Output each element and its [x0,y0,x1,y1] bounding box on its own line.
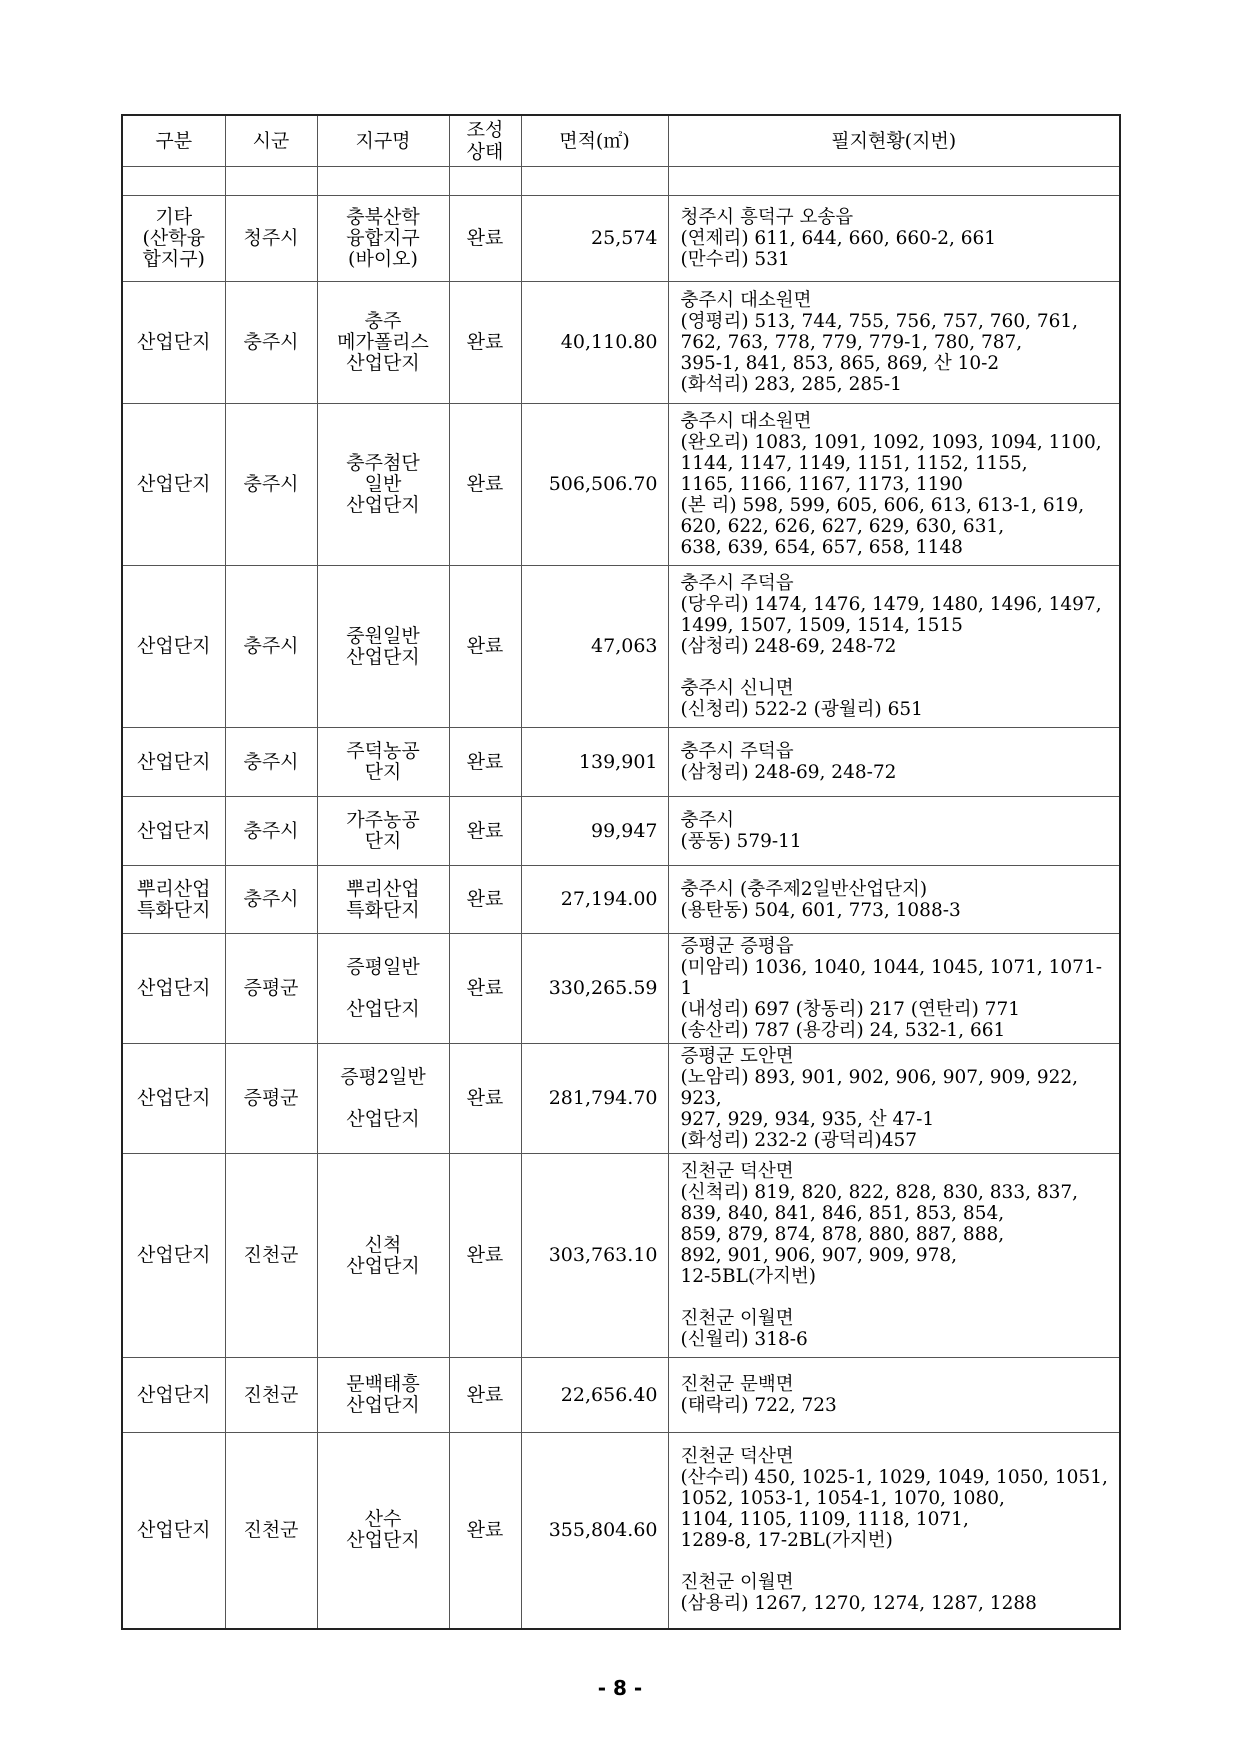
area-cell: 281,794.70 [521,1044,668,1154]
parcels-text: 충주시 대소원면 (영평리) 513, 744, 755, 756, 757, 760, 761, 762, 763, 778, 779, 779-1, 780, 787, 395-1, 841, 853, 865, 869, 산 10-2 (화석리) 283, 285, 285-1 [680,290,1079,395]
district-cell: 중원일반 산업단지 [317,566,449,728]
header-district: 지구명 [317,115,449,167]
category-cell: 산업단지 [122,797,225,866]
parcels-cell [668,1044,1120,1154]
table-row [122,1154,1120,1358]
city-cell: 충주시 [225,404,317,566]
parcels-text: 충주시 대소원면 (완오리) 1083, 1091, 1092, 1093, 1094, 1100, 1144, 1147, 1149, 1151, 1152, 1155, 1165, 1166, 1167, 1173, 1190 (본 리) 598, 599, 605, 606, 613, 613-1, 619, 620, 622, 626, 627, 629, 630, 631, 638, 639, 654, 657, 658, 1148 [680,411,1102,558]
table-row [122,1044,1120,1154]
parcels-text: 청주시 흥덕구 오송읍 (연제리) 611, 644, 660, 660-2, 661 (만수리) 531 [680,207,997,270]
status-cell: 완료 [449,797,521,866]
header-area: 면적(㎡) [521,115,668,167]
district-cell: 가주농공 단지 [317,797,449,866]
table-row [122,1358,1120,1433]
area-cell: 355,804.60 [521,1433,668,1629]
empty-row [122,167,1120,196]
parcels-cell [668,1154,1120,1358]
parcels-cell [668,196,1120,282]
area-cell: 40,110.80 [521,282,668,404]
parcels-text: 진천군 문백면 (태락리) 722, 723 [680,1374,837,1416]
table-row [122,566,1120,728]
category-cell: 산업단지 [122,1358,225,1433]
district-cell: 충북산학 융합지구 (바이오) [317,196,449,282]
parcels-text: 진천군 덕산면 (신척리) 819, 820, 822, 828, 830, 833, 837, 839, 840, 841, 846, 851, 853, 854, 859, 879, 874, 878, 880, 887, 888, 892, 901, 906, 907, 909, 978, 12-5BL(가지번) 진천군 이월면 (신월리) 318-6 [680,1161,1079,1350]
status-cell: 완료 [449,1044,521,1154]
empty-cell [225,167,317,196]
category-cell: 산업단지 [122,1433,225,1629]
parcels-text: 증평군 증평읍 (미암리) 1036, 1040, 1044, 1045, 1071, 1071-1 (내성리) 697 (창동리) 217 (연탄리) 771 (송산리) 787 (용강리) 24, 532-1, 661 [680,936,1102,1041]
parcels-text: 충주시 주덕읍 (당우리) 1474, 1476, 1479, 1480, 1496, 1497, 1499, 1507, 1509, 1514, 1515 (삼청리) 248-69, 248-72 충주시 신니면 (신청리) 522-2 (광월리) 651 [680,573,1102,720]
category-cell: 산업단지 [122,1154,225,1358]
parcels-cell [668,282,1120,404]
parcels-cell [668,1358,1120,1433]
header-parcels: 필지현황(지번) [668,115,1120,167]
city-cell: 진천군 [225,1433,317,1629]
table-row [122,934,1120,1044]
header-city: 시군 [225,115,317,167]
empty-cell [449,167,521,196]
area-cell: 303,763.10 [521,1154,668,1358]
header-status: 조성 상태 [449,115,521,167]
table-row [122,282,1120,404]
district-cell: 문백태흥 산업단지 [317,1358,449,1433]
city-cell: 청주시 [225,196,317,282]
status-cell: 완료 [449,934,521,1044]
parcels-text: 진천군 덕산면 (산수리) 450, 1025-1, 1029, 1049, 1050, 1051, 1052, 1053-1, 1054-1, 1070, 1080, 1104, 1105, 1109, 1118, 1071, 1289-8, 17-2BL(가지번) 진천군 이월면 (삼용리) 1267, 1270, 1274, 1287, 1288 [680,1446,1108,1615]
empty-cell [521,167,668,196]
district-cell: 충주첨단 일반 산업단지 [317,404,449,566]
district-cell: 증평일반 산업단지 [317,934,449,1044]
category-cell: 산업단지 [122,934,225,1044]
district-cell: 신척 산업단지 [317,1154,449,1358]
parcels-text: 충주시 (충주제2일반산업단지) (용탄동) 504, 601, 773, 1088-3 [680,878,961,921]
table-row [122,404,1120,566]
table-row [122,797,1120,866]
area-cell: 139,901 [521,728,668,797]
status-cell: 완료 [449,196,521,282]
empty-cell [122,167,225,196]
parcels-cell [668,404,1120,566]
status-cell: 완료 [449,1433,521,1629]
status-cell: 완료 [449,728,521,797]
parcels-cell [668,728,1120,797]
parcels-text: 충주시 (풍동) 579-11 [680,810,802,852]
city-cell: 진천군 [225,1154,317,1358]
city-cell: 충주시 [225,728,317,797]
city-cell: 충주시 [225,866,317,934]
status-cell: 완료 [449,1154,521,1358]
area-cell: 22,656.40 [521,1358,668,1433]
header-category: 구분 [122,115,225,167]
district-cell: 산수 산업단지 [317,1433,449,1629]
parcels-cell [668,797,1120,866]
category-cell: 산업단지 [122,566,225,728]
parcels-text: 증평군 도안면 (노암리) 893, 901, 902, 906, 907, 909, 922, 923, 927, 929, 934, 935, 산 47-1 (화성리) 232-2 (광덕리)457 [680,1046,1079,1151]
city-cell: 증평군 [225,1044,317,1154]
category-cell: 산업단지 [122,282,225,404]
parcels-cell [668,1433,1120,1629]
category-cell: 기타 (산학융 합지구) [122,196,225,282]
empty-cell [668,167,1120,196]
area-cell: 47,063 [521,566,668,728]
table-row [122,866,1120,934]
category-cell: 산업단지 [122,1044,225,1154]
area-cell: 330,265.59 [521,934,668,1044]
category-cell: 뿌리산업 특화단지 [122,866,225,934]
area-cell: 25,574 [521,196,668,282]
city-cell: 충주시 [225,566,317,728]
table-row [122,1433,1120,1629]
parcels-text: 충주시 주덕읍 (삼청리) 248-69, 248-72 [680,741,897,783]
district-cell: 주덕농공 단지 [317,728,449,797]
status-cell: 완료 [449,866,521,934]
category-cell: 산업단지 [122,728,225,797]
area-cell: 506,506.70 [521,404,668,566]
table-header-row [122,115,1120,167]
table-row [122,196,1120,282]
area-cell: 99,947 [521,797,668,866]
table-row [122,728,1120,797]
city-cell: 증평군 [225,934,317,1044]
city-cell: 충주시 [225,282,317,404]
status-cell: 완료 [449,282,521,404]
city-cell: 충주시 [225,797,317,866]
status-cell: 완료 [449,566,521,728]
city-cell: 진천군 [225,1358,317,1433]
parcels-cell [668,866,1120,934]
parcel-table [121,114,1121,1630]
status-cell: 완료 [449,404,521,566]
empty-cell [317,167,449,196]
status-cell: 완료 [449,1358,521,1433]
page-number: - 8 - [597,1676,643,1700]
district-cell: 증평2일반 산업단지 [317,1044,449,1154]
district-cell: 충주 메가폴리스 산업단지 [317,282,449,404]
area-cell: 27,194.00 [521,866,668,934]
district-cell: 뿌리산업 특화단지 [317,866,449,934]
category-cell: 산업단지 [122,404,225,566]
parcels-cell [668,566,1120,728]
parcels-cell [668,934,1120,1044]
